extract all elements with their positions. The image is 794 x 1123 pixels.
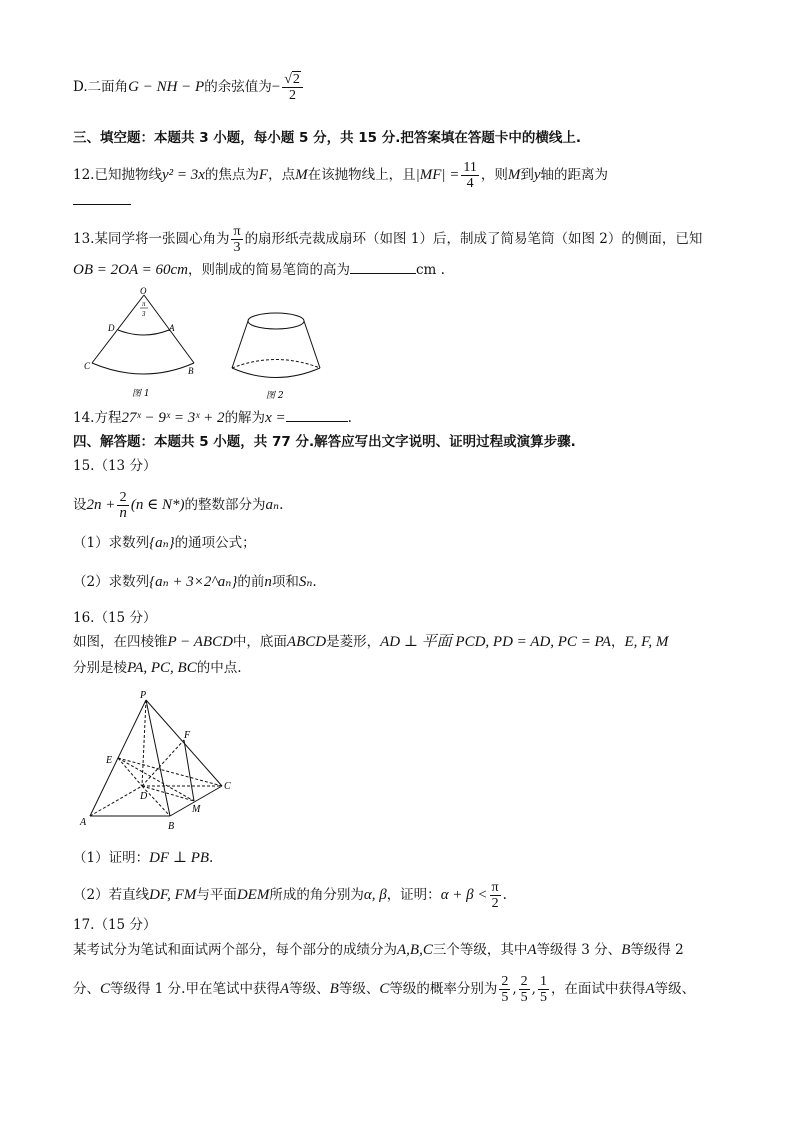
fraction: $\frac{1}{5}$ xyxy=(539,974,547,1005)
label-O: O xyxy=(140,286,147,296)
question-15-head: 15.（13 分） xyxy=(73,458,157,474)
label-C: C xyxy=(224,781,231,792)
fraction: $\frac{2}{5}$ xyxy=(501,974,509,1005)
question-16-part1: （1）证明：DF ⊥ PB. xyxy=(73,850,214,866)
fraction: $\frac{11}{4}$ xyxy=(463,160,477,191)
figure-1-sector-ring xyxy=(80,285,205,403)
answer-blank-12[interactable] xyxy=(73,190,131,211)
angle-den: 3 xyxy=(142,310,146,318)
label-E: E xyxy=(106,755,113,766)
question-13: 13.某同学将一张圆心角为 $\frac{\pi}{3}$ 的扇形纸壳裁成扇环（如图 1）后，制成了简易笔筒（如图 2）的侧面，已知 xyxy=(73,224,703,255)
question-14: 14.方程27ˣ − 9ˣ = 3ˣ + 2的解为x = . xyxy=(73,407,352,428)
question-16-line2: 分别是棱PA, PC, BC的中点. xyxy=(73,660,242,676)
section-heading-solutions: 四、解答题：本题共 5 小题，共 77 分.解答应写出文字说明、证明过程或演算步骤. xyxy=(73,434,576,450)
answer-blank-14[interactable] xyxy=(286,407,348,422)
fraction: $\frac{2}{5}$ xyxy=(520,974,528,1005)
question-16-line1: 如图，在四棱锥P − ABCD中，底面ABCD是菱形，AD ⊥ 平面 PCD, PD = AD, PC = PA，E, F, M xyxy=(73,634,669,650)
figure-2-frustum xyxy=(228,305,328,405)
label-P: P xyxy=(140,690,147,701)
label-B: B xyxy=(188,366,194,376)
question-16-head: 16.（15 分） xyxy=(73,610,157,626)
label-D: D xyxy=(108,323,115,333)
label-A: A xyxy=(169,323,175,333)
question-17-line1: 某考试分为笔试和面试两个部分，每个部分的成绩分为A,B,C三个等级，其中A等级得 3 分、B等级得 2 xyxy=(73,942,684,958)
label-C: C xyxy=(84,361,91,371)
answer-blank-13[interactable] xyxy=(350,259,416,274)
label-B: B xyxy=(168,821,175,832)
label-M: M xyxy=(192,804,201,815)
label-D: D xyxy=(140,791,148,802)
question-15: 设2n + $\frac{2}{n}$ (n ∈ N*)的整数部分为aₙ. xyxy=(73,490,284,521)
fraction: $\frac{\pi}{2}$ xyxy=(491,880,499,911)
question-17-head: 17.（15 分） xyxy=(73,917,157,933)
option-d: D.二面角G − NH − P的余弦值为− $\frac{√2}{2}$ xyxy=(73,72,305,103)
figure-2-caption: 图 2 xyxy=(266,391,284,401)
figure-pyramid xyxy=(78,688,248,836)
label-F: F xyxy=(184,730,191,741)
section-heading-fill-blank: 三、填空题：本题共 3 小题，每小题 5 分，共 15 分.把答案填在答题卡中的横线上. xyxy=(73,130,582,146)
label-A: A xyxy=(80,817,87,828)
question-15-part2: （2）求数列{aₙ + 3×2^aₙ}的前n项和Sₙ. xyxy=(73,574,317,590)
fraction: $\frac{√2}{2}$ xyxy=(282,72,303,103)
fraction: $\frac{\pi}{3}$ xyxy=(233,224,241,255)
angle-num: π xyxy=(142,300,146,308)
question-15-part1: （1）求数列{aₙ}的通项公式； xyxy=(73,535,256,551)
question-16-part2: （2）若直线DF, FM与平面DEM所成的角分别为α, β，证明：α + β < $\frac{\pi}{2}$ . xyxy=(73,880,507,911)
question-12: 12.已知抛物线y² = 3x的焦点为F，点M在该抛物线上，且|MF| = $\frac{11}{4}$ ，则M到y轴的距离为 xyxy=(73,160,609,191)
question-13-line2: OB = 2OA = 60cm，则制成的简易笔筒的高为 cm . xyxy=(73,259,445,280)
question-17-line2: 分、C等级得 1 分.甲在笔试中获得A等级、B等级、C等级的概率分别为 $\frac{2}{5}$ , $\frac{2}{5}$ , $\frac{1}{5}$ ，在面试中获得A等级、 xyxy=(73,974,696,1005)
fraction: $\frac{2}{n}$ xyxy=(119,490,127,521)
figure-1-caption: 图 1 xyxy=(132,389,150,399)
